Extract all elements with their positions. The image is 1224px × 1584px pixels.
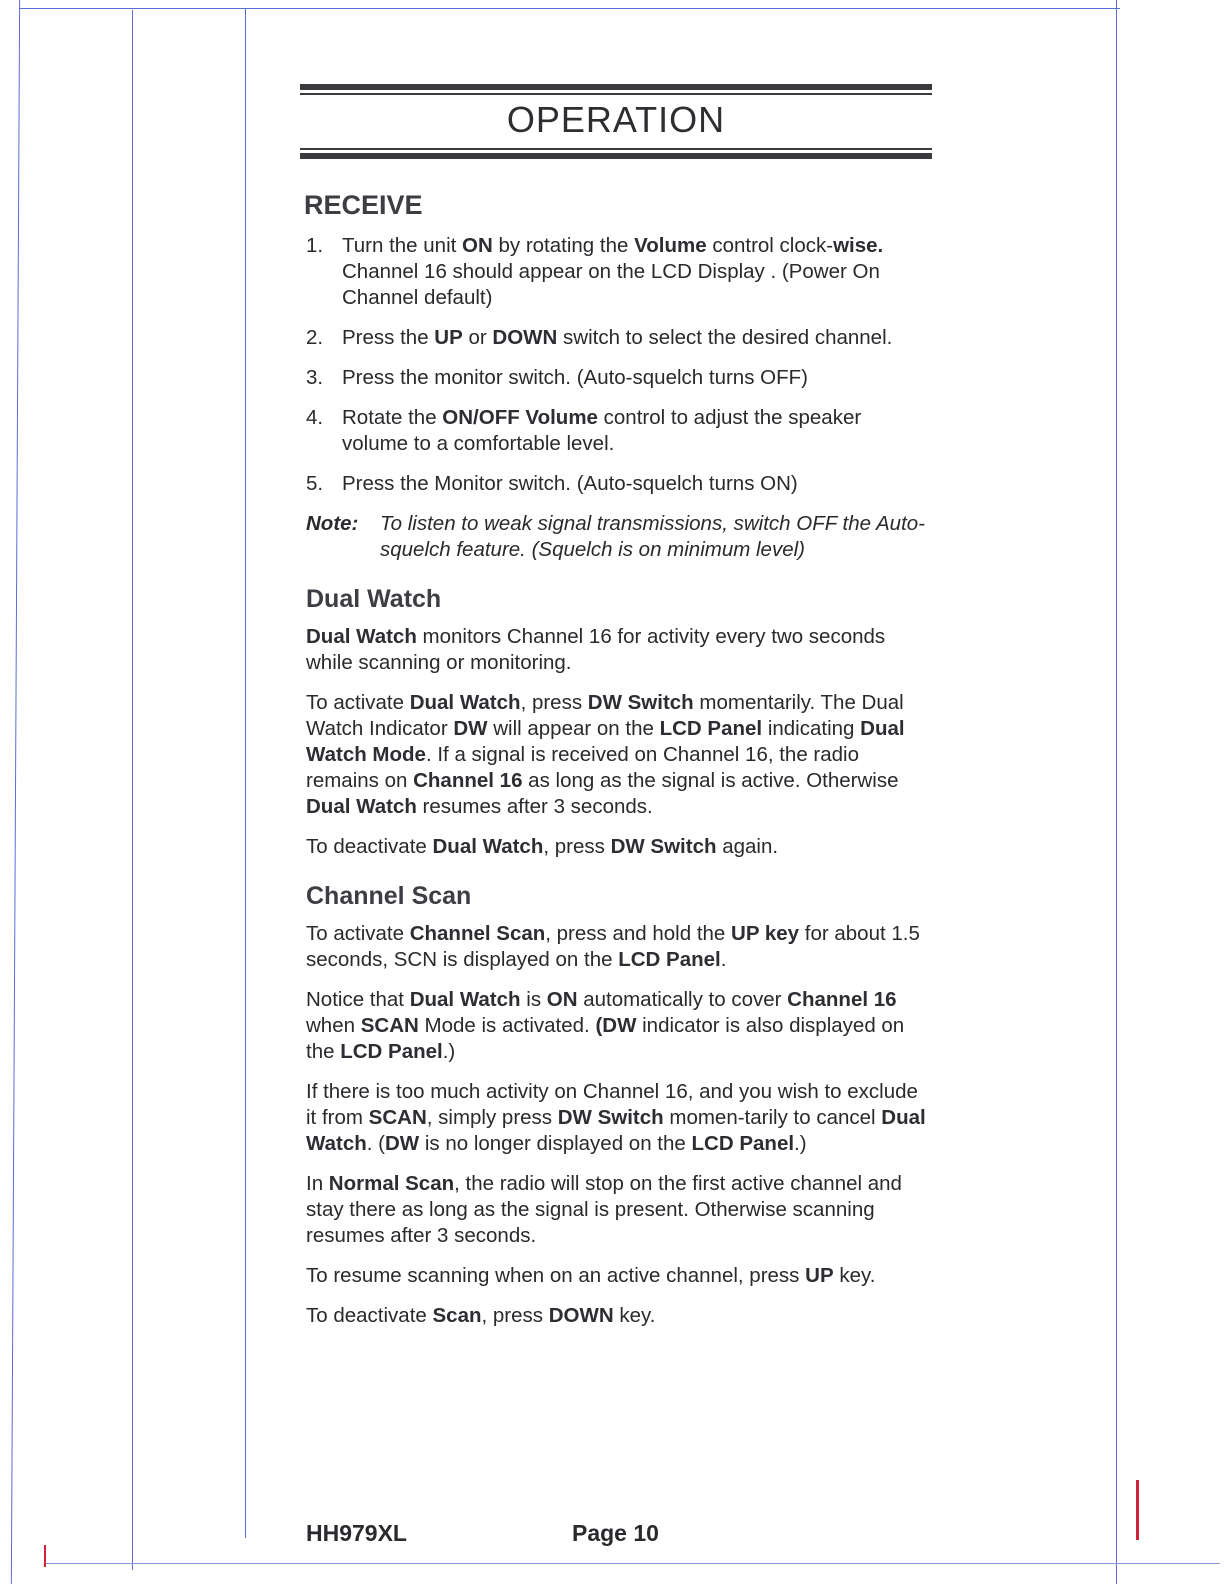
paragraph	[306, 1079, 932, 1157]
text-run: Channel 16 should appear on the LCD Display . (Power On Channel default)	[342, 260, 880, 309]
margin-line-left	[11, 0, 20, 1584]
text-run: is	[520, 988, 547, 1011]
bold-text: Volume	[634, 234, 707, 257]
bold-text: LCD Panel	[340, 1040, 443, 1063]
dual-watch-body	[300, 624, 932, 860]
text-run: , the radio will stop on the first active channel and stay there as long as the signal is present. Otherwise scanning resumes after 3 seconds.	[306, 1172, 902, 1247]
dual-watch-title: Dual Watch	[306, 585, 442, 613]
text-run: To deactivate	[306, 1304, 433, 1327]
text-run: or	[462, 326, 493, 349]
bold-text: SCAN	[360, 1014, 419, 1037]
note-text: To listen to weak signal transmissions, switch OFF the Auto-squelch feature. (Squelch is on minimum level)	[380, 512, 925, 561]
bold-text: LCD Panel	[659, 717, 763, 740]
text-run: key.	[833, 1264, 876, 1287]
bold-text: DOWN	[492, 326, 558, 349]
channel-scan-title: Channel Scan	[306, 882, 472, 910]
text-run: monitors Channel 16 for activity every two seconds while scanning or monitoring.	[306, 625, 886, 674]
receive-steps	[300, 233, 932, 497]
text-run: Press the	[342, 326, 435, 349]
channel-scan-body	[300, 921, 932, 1329]
bold-text: Dual Watch	[306, 795, 417, 818]
text-run: will appear on the	[487, 717, 660, 740]
text-run: To activate	[306, 922, 410, 945]
paragraph	[306, 624, 932, 676]
step-item	[300, 325, 932, 351]
bold-text: LCD Panel	[618, 948, 721, 971]
bold-text: UP key	[731, 922, 800, 945]
text-run: , press	[481, 1304, 549, 1327]
text-run: momen-tarily to cancel	[663, 1106, 882, 1129]
text-run: automatically to cover	[577, 988, 788, 1011]
text-run: To resume scanning when on an active channel, press	[306, 1264, 806, 1287]
step-number: 1.	[306, 234, 324, 257]
text-run: key.	[613, 1304, 656, 1327]
bold-text: UP	[434, 326, 463, 349]
heading-band	[300, 84, 932, 164]
margin-line-right	[1116, 0, 1117, 1584]
text-run: Rotate the	[342, 406, 443, 429]
text-run: If there is too much activity on Channel 16, and you wish to exclude it from	[306, 1080, 918, 1129]
bold-text: wise.	[833, 234, 884, 257]
step-item	[300, 365, 932, 391]
paragraph	[306, 1171, 932, 1249]
text-run: , press	[543, 835, 611, 858]
step-item	[300, 233, 932, 311]
red-mark-right	[1136, 1480, 1139, 1540]
bold-text: SCAN	[368, 1106, 427, 1129]
text-run: control to adjust the speaker volume to a comfortable level.	[342, 406, 862, 455]
text-run: . If a signal is received on Channel 16, the radio remains on	[306, 743, 860, 792]
bold-text: (DW	[595, 1014, 637, 1037]
note-label: Note:	[306, 512, 359, 535]
bold-text: Channel 16	[787, 988, 897, 1011]
heading-bar	[300, 148, 932, 150]
paragraph	[306, 987, 932, 1065]
top-rule	[20, 8, 1120, 9]
text-run: To deactivate	[306, 835, 433, 858]
model-number: HH979XL	[306, 1520, 407, 1546]
text-run: resumes after 3 seconds.	[416, 795, 653, 818]
text-run: for about 1.5 seconds, SCN is displayed on the	[306, 922, 920, 971]
bold-text: Dual Watch	[432, 835, 544, 858]
paragraph	[306, 690, 932, 820]
text-run: , press	[520, 691, 588, 714]
text-run: momentarily. The Dual Watch Indicator	[306, 691, 904, 740]
text-run: control clock-	[706, 234, 834, 257]
margin-line-2	[132, 10, 133, 1570]
heading-bar	[300, 153, 932, 159]
text-run: , simply press	[426, 1106, 558, 1129]
bold-text: ON/OFF Volume	[442, 406, 598, 429]
text-run: .	[720, 948, 727, 971]
bold-text: Channel 16	[413, 769, 523, 792]
text-run: indicating	[762, 717, 861, 740]
bold-text: DW Switch	[587, 691, 694, 714]
step-item	[300, 471, 932, 497]
bold-text: Channel Scan	[409, 922, 546, 945]
text-run: In	[306, 1172, 329, 1195]
text-run: Press the monitor switch. (Auto-squelch turns OFF)	[342, 366, 808, 389]
bold-text: DW	[384, 1132, 420, 1155]
text-run: is no longer displayed on the	[419, 1132, 692, 1155]
text-run: when	[306, 1014, 361, 1037]
heading-bar	[300, 93, 932, 95]
margin-line-3	[245, 8, 246, 1538]
bold-text: Dual Watch	[306, 625, 417, 648]
text-run: .)	[442, 1040, 456, 1063]
paragraph	[306, 1263, 932, 1289]
bottom-rule	[45, 1563, 1220, 1564]
step-number: 3.	[306, 366, 324, 389]
bold-text: ON	[546, 988, 578, 1011]
text-run: .)	[794, 1132, 807, 1155]
bold-text: UP	[805, 1264, 834, 1287]
heading-bar	[300, 84, 932, 90]
step-number: 4.	[306, 406, 324, 429]
bold-text: DW	[453, 717, 488, 740]
page-number: Page 10	[572, 1520, 659, 1546]
bold-text: DW Switch	[610, 835, 717, 858]
paragraph	[306, 1303, 932, 1329]
text-run: as long as the signal is active. Otherwise	[522, 769, 899, 792]
bold-text: DOWN	[548, 1304, 614, 1327]
text-run: Turn the unit	[342, 234, 463, 257]
bold-text: LCD Panel	[691, 1132, 795, 1155]
paragraph	[306, 921, 932, 973]
step-number: 2.	[306, 326, 324, 349]
text-run: Mode is activated.	[418, 1014, 596, 1037]
red-mark-left	[44, 1545, 46, 1567]
bold-text: Dual Watch	[409, 691, 521, 714]
bold-text: Scan	[432, 1304, 482, 1327]
step-number: 5.	[306, 472, 324, 495]
text-run: by rotating the	[492, 234, 635, 257]
note	[300, 511, 932, 563]
text-run: Press the Monitor switch. (Auto-squelch turns ON)	[342, 472, 798, 495]
step-item	[300, 405, 932, 457]
bold-text: DW Switch	[557, 1106, 664, 1129]
bold-text: ON	[462, 234, 493, 257]
page-content	[300, 84, 932, 1343]
page-title: OPERATION	[506, 99, 726, 140]
bold-text: Normal Scan	[328, 1172, 455, 1195]
text-run: Notice that	[306, 988, 410, 1011]
paragraph	[306, 834, 932, 860]
text-run: again.	[716, 835, 779, 858]
bold-text: Dual Watch	[306, 1106, 926, 1155]
bold-text: Dual Watch Mode	[306, 717, 905, 766]
text-run: indicator is also displayed on the	[306, 1014, 905, 1063]
text-run: , press and hold the	[545, 922, 732, 945]
text-run: To activate	[306, 691, 410, 714]
section-title-receive: RECEIVE	[304, 190, 423, 220]
text-run: . (	[366, 1132, 385, 1155]
bold-text: Dual Watch	[409, 988, 521, 1011]
text-run: switch to select the desired channel.	[557, 326, 893, 349]
